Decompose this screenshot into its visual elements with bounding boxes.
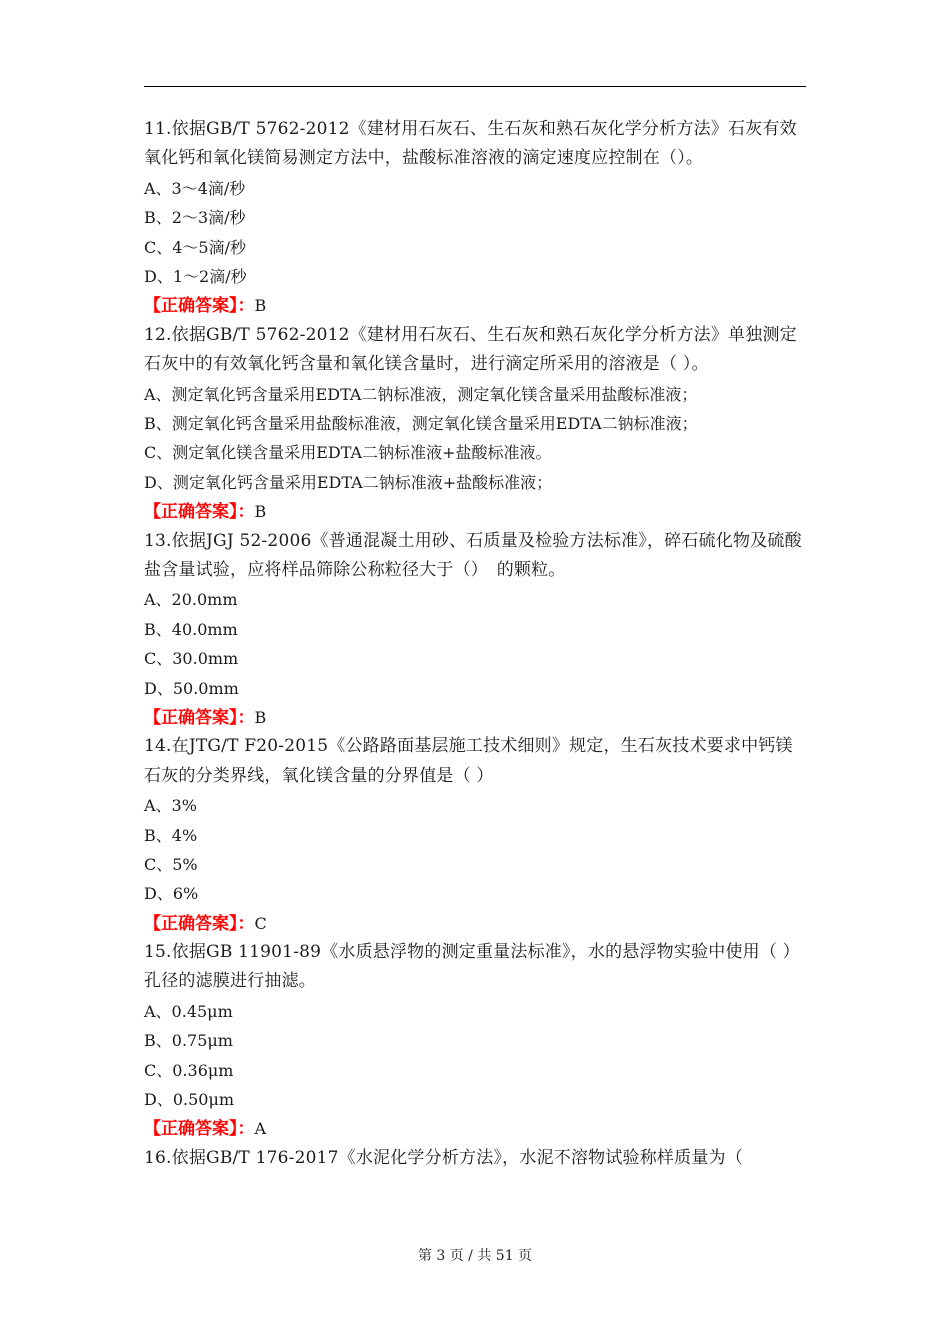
answer-label: 【正确答案】： — [144, 1119, 255, 1140]
option-b: B、测定氧化钙含量采用盐酸标准液，测定氧化镁含量采用EDTA二钠标准液； — [144, 413, 698, 433]
option-a: A、20.0mm — [144, 590, 238, 610]
question-block — [144, 1144, 806, 1173]
answer-value: B — [254, 502, 267, 522]
answer-value: C — [254, 913, 267, 933]
option-c: C、测定氧化镁含量采用EDTA二钠标准液+盐酸标准液。 — [144, 443, 552, 463]
question-text: 16.依据GB/T 176-2017《水泥化学分析方法》，水泥不溶物试验称样质量为（ — [144, 1147, 743, 1168]
option-c: C、30.0mm — [144, 649, 239, 669]
option-d: D、6% — [144, 884, 199, 904]
question-block — [144, 527, 806, 733]
option-c: C、5% — [144, 854, 198, 874]
answer-label: 【正确答案】： — [144, 502, 255, 523]
question-block — [144, 732, 806, 938]
answer-value: B — [254, 296, 267, 316]
option-a: A、3～4滴/秒 — [144, 178, 246, 198]
answer-label: 【正确答案】： — [144, 707, 255, 728]
document-body — [144, 115, 806, 1173]
answer-label: 【正确答案】： — [144, 913, 255, 934]
correct-answer — [144, 1114, 806, 1143]
option-d: D、1～2滴/秒 — [144, 266, 247, 286]
question-block — [144, 938, 806, 1144]
correct-answer — [144, 909, 806, 938]
option-b: B、2～3滴/秒 — [144, 208, 246, 228]
question-text: 13.依据JGJ 52-2006《普通混凝土用砂、石质量及检验方法标准》，碎石硫化物及硫酸盐含量试验，应将样品筛除公称粒径大于（） 的颗粒。 — [144, 530, 802, 580]
correct-answer — [144, 703, 806, 732]
question-block — [144, 321, 806, 527]
header-rule — [144, 86, 806, 87]
answer-value: B — [254, 707, 267, 727]
page-number: 第 3 页 / 共 51 页 — [417, 1248, 533, 1264]
option-b: B、40.0mm — [144, 619, 238, 639]
option-a: A、测定氧化钙含量采用EDTA二钠标准液，测定氧化镁含量采用盐酸标准液； — [144, 384, 698, 404]
option-b: B、4% — [144, 825, 198, 845]
correct-answer — [144, 291, 806, 320]
option-c: C、0.36μm — [144, 1060, 234, 1080]
option-a: A、3% — [144, 796, 197, 816]
question-block — [144, 115, 806, 321]
question-text: 12.依据GB/T 5762-2012《建材用石灰石、生石灰和熟石灰化学分析方法》单独测定石灰中的有效氧化钙含量和氧化镁含量时，进行滴定所采用的溶液是（ ）。 — [144, 324, 797, 375]
answer-value: A — [254, 1119, 267, 1139]
option-a: A、0.45μm — [144, 1001, 233, 1021]
option-d: D、50.0mm — [144, 678, 239, 698]
correct-answer — [144, 497, 806, 526]
question-text: 11.依据GB/T 5762-2012《建材用石灰石、生石灰和熟石灰化学分析方法》石灰有效氧化钙和氧化镁简易测定方法中，盐酸标准溶液的滴定速度应控制在（）。 — [144, 119, 797, 169]
answer-label: 【正确答案】： — [144, 296, 255, 317]
option-b: B、0.75μm — [144, 1031, 233, 1051]
option-c: C、4～5滴/秒 — [144, 237, 246, 257]
question-text: 15.依据GB 11901-89《水质悬浮物的测定重量法标准》，水的悬浮物实验中使用（ ）孔径的滤膜进行抽滤。 — [144, 942, 800, 992]
question-text: 14.在JTG/T F20-2015《公路路面基层施工技术细则》规定，生石灰技术要求中钙镁石灰的分类界线，氧化镁含量的分界值是（ ） — [144, 736, 793, 786]
option-d: D、0.50μm — [144, 1090, 235, 1110]
option-d: D、测定氧化钙含量采用EDTA二钠标准液+盐酸标准液； — [144, 472, 553, 492]
